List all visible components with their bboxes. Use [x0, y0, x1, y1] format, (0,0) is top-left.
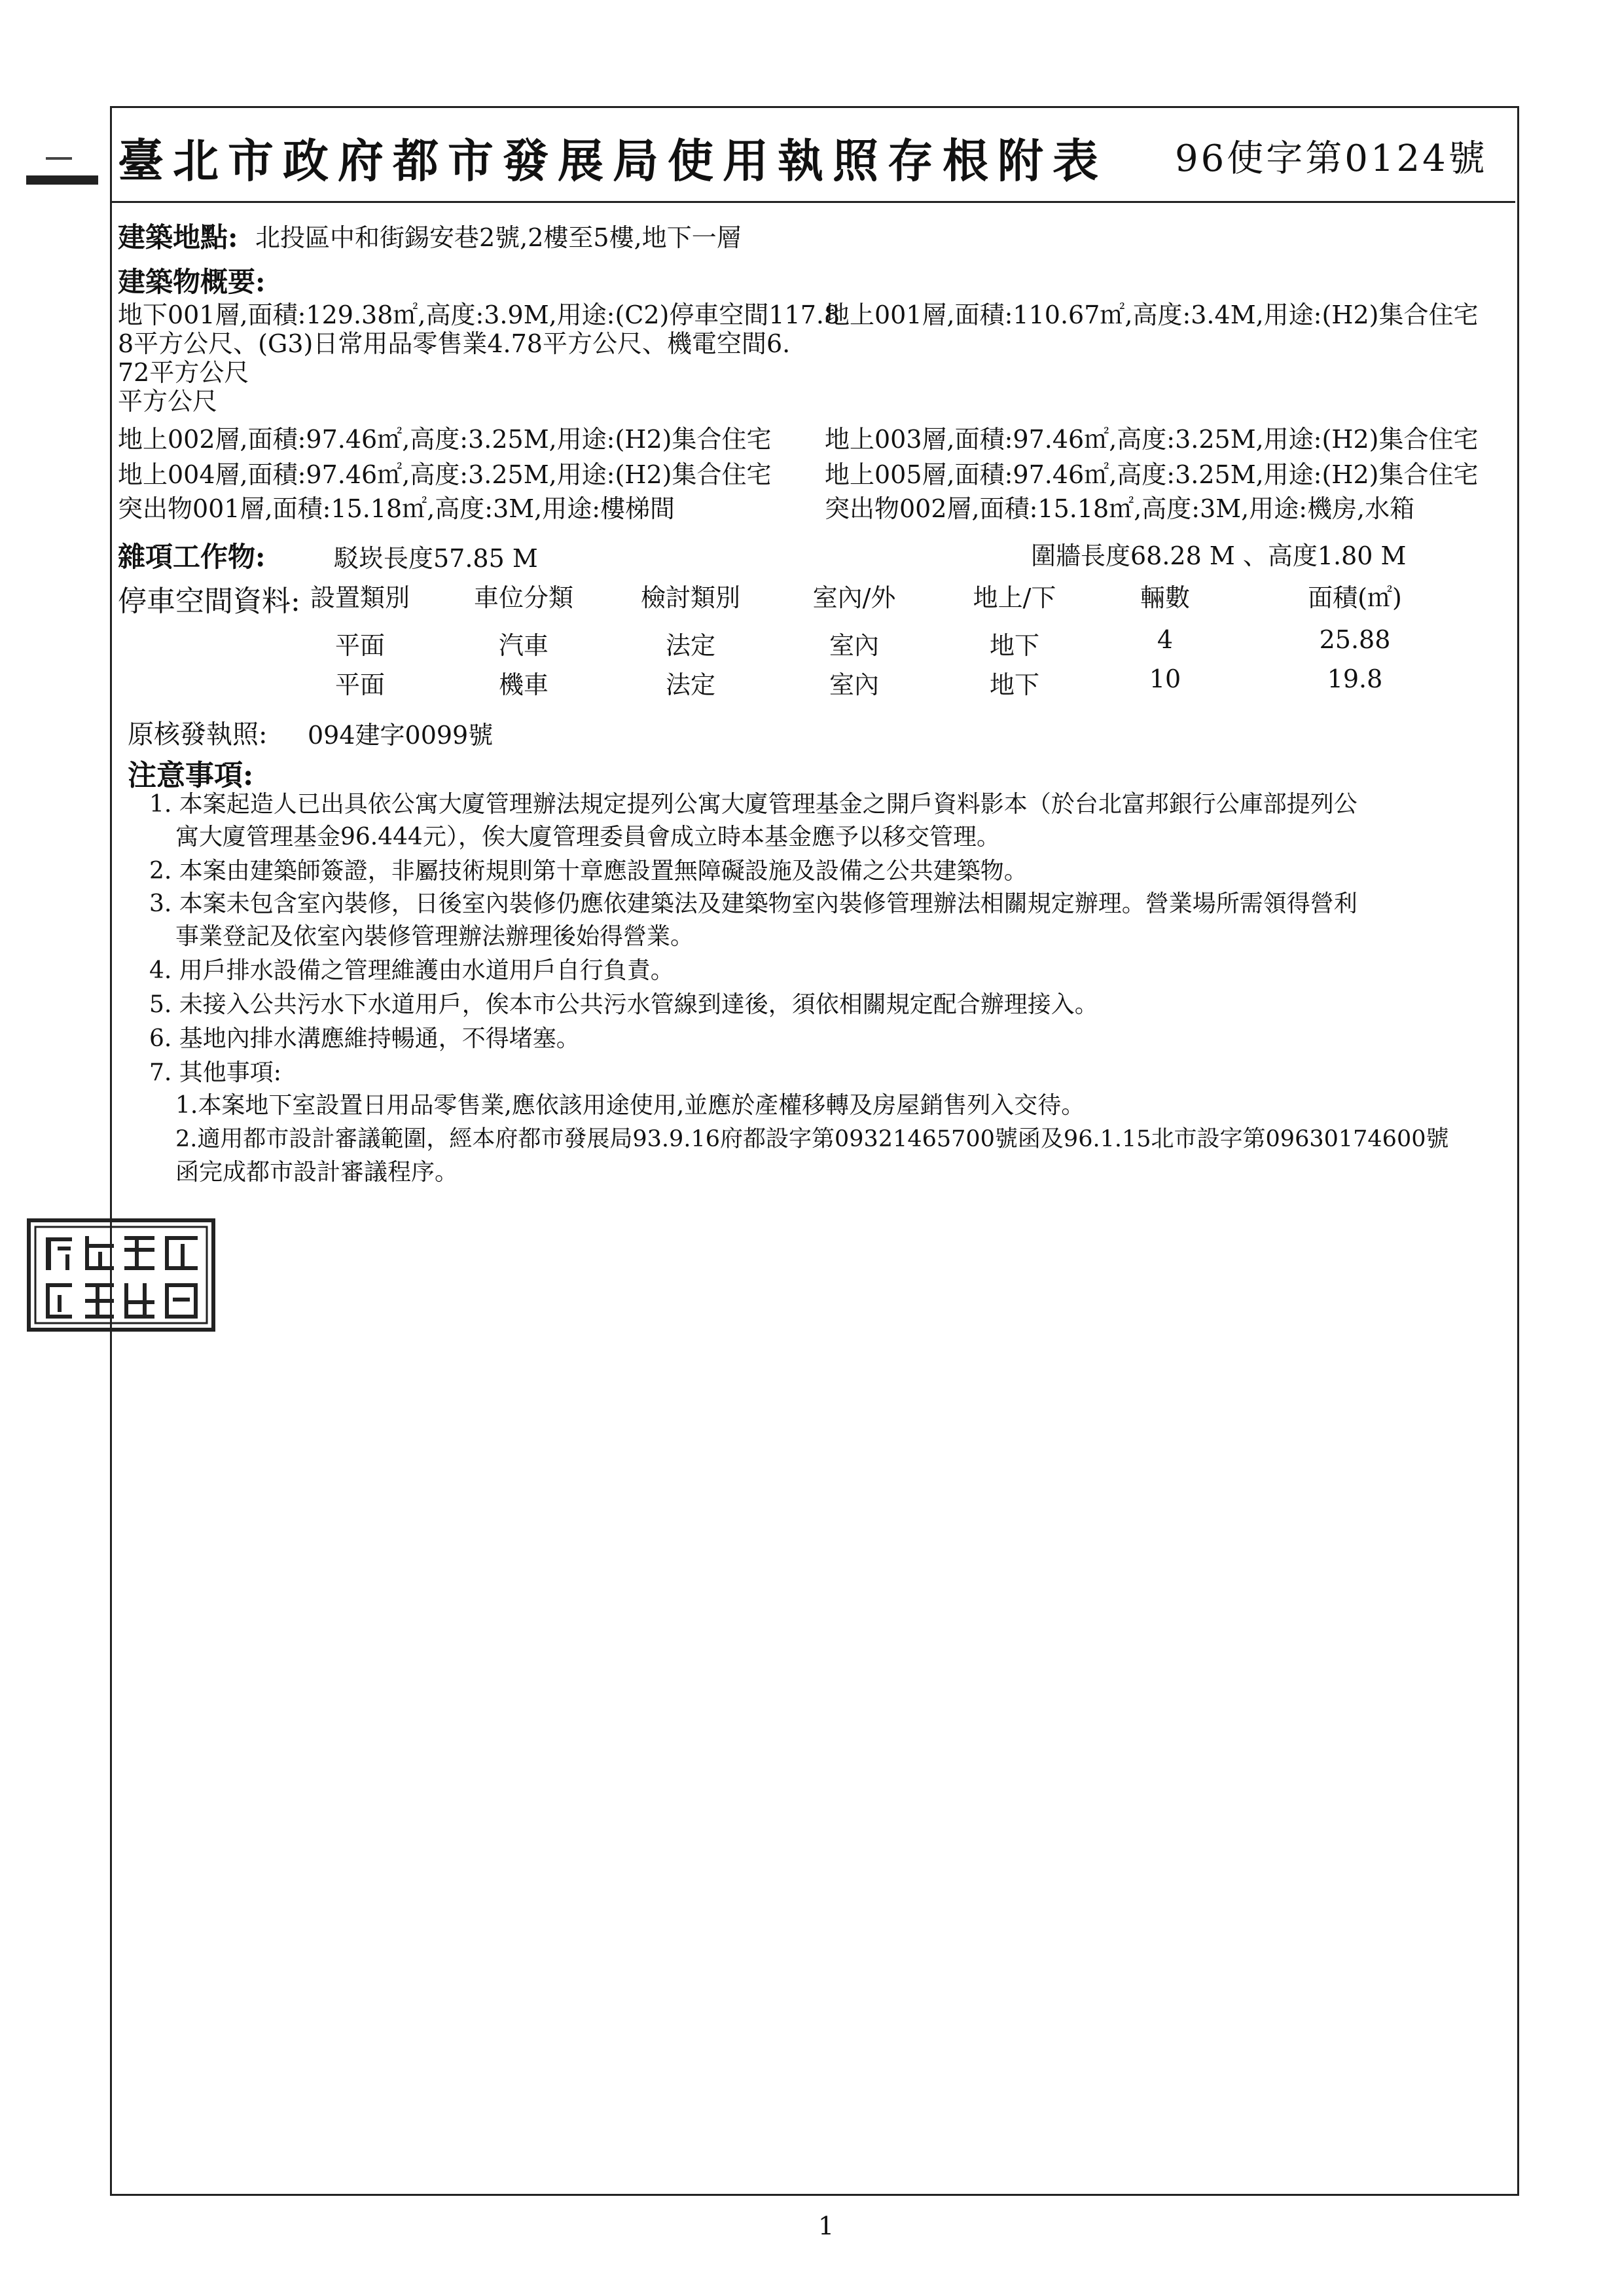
- note-line: 3. 本案未包含室內裝修，日後室內裝修仍應依建築法及建築物室內裝修管理辦法相關規定辦理。營業場所需領得營利: [149, 890, 1357, 917]
- parking-cell: 汽車: [498, 631, 548, 660]
- parking-cell: 4: [1157, 625, 1174, 654]
- overview-line: 地上001層,面積:110.67㎡,高度:3.4M,用途:(H2)集合住宅: [825, 301, 1479, 329]
- note-line: 函完成都市設計審議程序。: [175, 1159, 459, 1186]
- overview-line: 地上002層,面積:97.46㎡,高度:3.25M,用途:(H2)集合住宅: [118, 425, 772, 454]
- parking-header: 室內/外: [812, 583, 896, 612]
- parking-header: 輛數: [1140, 583, 1190, 612]
- parking-header: 車位分類: [473, 583, 573, 612]
- overview-line: 地上003層,面積:97.46㎡,高度:3.25M,用途:(H2)集合住宅: [825, 425, 1479, 454]
- note-line: 4. 用戶排水設備之管理維護由水道用戶自行負責。: [149, 957, 674, 984]
- note-line: 2.適用都市設計審議範圍，經本府都市發展局93.9.16府都設字第09321465700號函及96.1.15北市設字第09630174600號: [175, 1126, 1449, 1152]
- parking-cell: 19.8: [1327, 665, 1383, 693]
- overview-line: 平方公尺: [118, 387, 218, 416]
- parking-label: 停車空間資料:: [118, 585, 300, 618]
- overview-label: 建築物概要:: [118, 266, 266, 298]
- page-number: 1: [818, 2212, 835, 2240]
- parking-cell: 室內: [829, 631, 879, 660]
- parking-header: 地上/下: [973, 583, 1056, 612]
- parking-cell: 25.88: [1319, 625, 1391, 654]
- notes-label: 注意事項:: [128, 759, 254, 792]
- parking-header: 設置類別: [310, 583, 410, 612]
- overview-line: 72平方公尺: [118, 358, 249, 387]
- note-line: 7. 其他事項:: [149, 1059, 281, 1086]
- scan-mark: [46, 157, 72, 160]
- document-title: 臺北市政府都市發展局使用執照存根附表: [118, 134, 1107, 188]
- parking-cell: 室內: [829, 670, 879, 699]
- parking-cell: 法定: [665, 670, 715, 699]
- official-seal: [26, 1218, 216, 1332]
- misc-left: 駁崁長度57.85 M: [334, 544, 538, 573]
- parking-cell: 機車: [498, 670, 548, 699]
- note-line: 1. 本案起造人已出具依公寓大廈管理辦法規定提列公寓大廈管理基金之開戶資料影本（於台北富邦銀行公庫部提列公: [149, 791, 1357, 818]
- overview-line: 突出物002層,面積:15.18㎡,高度:3M,用途:機房,水箱: [825, 494, 1415, 523]
- overview-line: 突出物001層,面積:15.18㎡,高度:3M,用途:樓梯間: [118, 494, 675, 523]
- note-line: 1.本案地下室設置日用品零售業,應依該用途使用,並應於產權移轉及房屋銷售列入交待。: [175, 1092, 1085, 1119]
- overview-line: 地上005層,面積:97.46㎡,高度:3.25M,用途:(H2)集合住宅: [825, 460, 1479, 489]
- overview-line: 地上004層,面積:97.46㎡,高度:3.25M,用途:(H2)集合住宅: [118, 460, 772, 489]
- parking-cell: 法定: [665, 631, 715, 660]
- parking-cell: 平面: [334, 631, 385, 660]
- parking-cell: 地下: [989, 670, 1039, 699]
- parking-header: 檢討類別: [640, 583, 740, 612]
- note-line: 2. 本案由建築師簽證，非屬技術規則第十章應設置無障礙設施及設備之公共建築物。: [149, 858, 1028, 884]
- note-line: 寓大廈管理基金96.444元），俟大廈管理委員會成立時本基金應予以移交管理。: [175, 824, 1000, 850]
- misc-label: 雜項工作物:: [118, 541, 266, 573]
- parking-cell: 平面: [334, 670, 385, 699]
- original-permit-label: 原核發執照:: [128, 720, 268, 750]
- overview-line: 地下001層,面積:129.38㎡,高度:3.9M,用途:(C2)停車空間117.8: [118, 301, 840, 329]
- note-line: 事業登記及依室內裝修管理辦法辦理後始得營業。: [175, 923, 694, 950]
- misc-right: 圍牆長度68.28 M 、高度1.80 M: [1031, 541, 1407, 570]
- note-line: 6. 基地內排水溝應維持暢通，不得堵塞。: [149, 1025, 580, 1052]
- parking-cell: 地下: [989, 631, 1039, 660]
- overview-line: 8平方公尺、(G3)日常用品零售業4.78平方公尺、機電空間6.: [118, 329, 791, 358]
- parking-cell: 10: [1149, 665, 1181, 693]
- location-value: 北投區中和街錫安巷2號,2樓至5樓,地下一層: [255, 223, 742, 252]
- original-permit-value: 094建字0099號: [308, 721, 494, 750]
- scan-mark: [26, 175, 98, 185]
- note-line: 5. 未接入公共污水下水道用戶，俟本市公共污水管線到達後，須依相關規定配合辦理接入。: [149, 991, 1098, 1018]
- location-label: 建築地點:: [118, 221, 238, 253]
- parking-header: 面積(㎡): [1308, 583, 1402, 612]
- permit-number: 96使字第0124號: [1175, 137, 1488, 180]
